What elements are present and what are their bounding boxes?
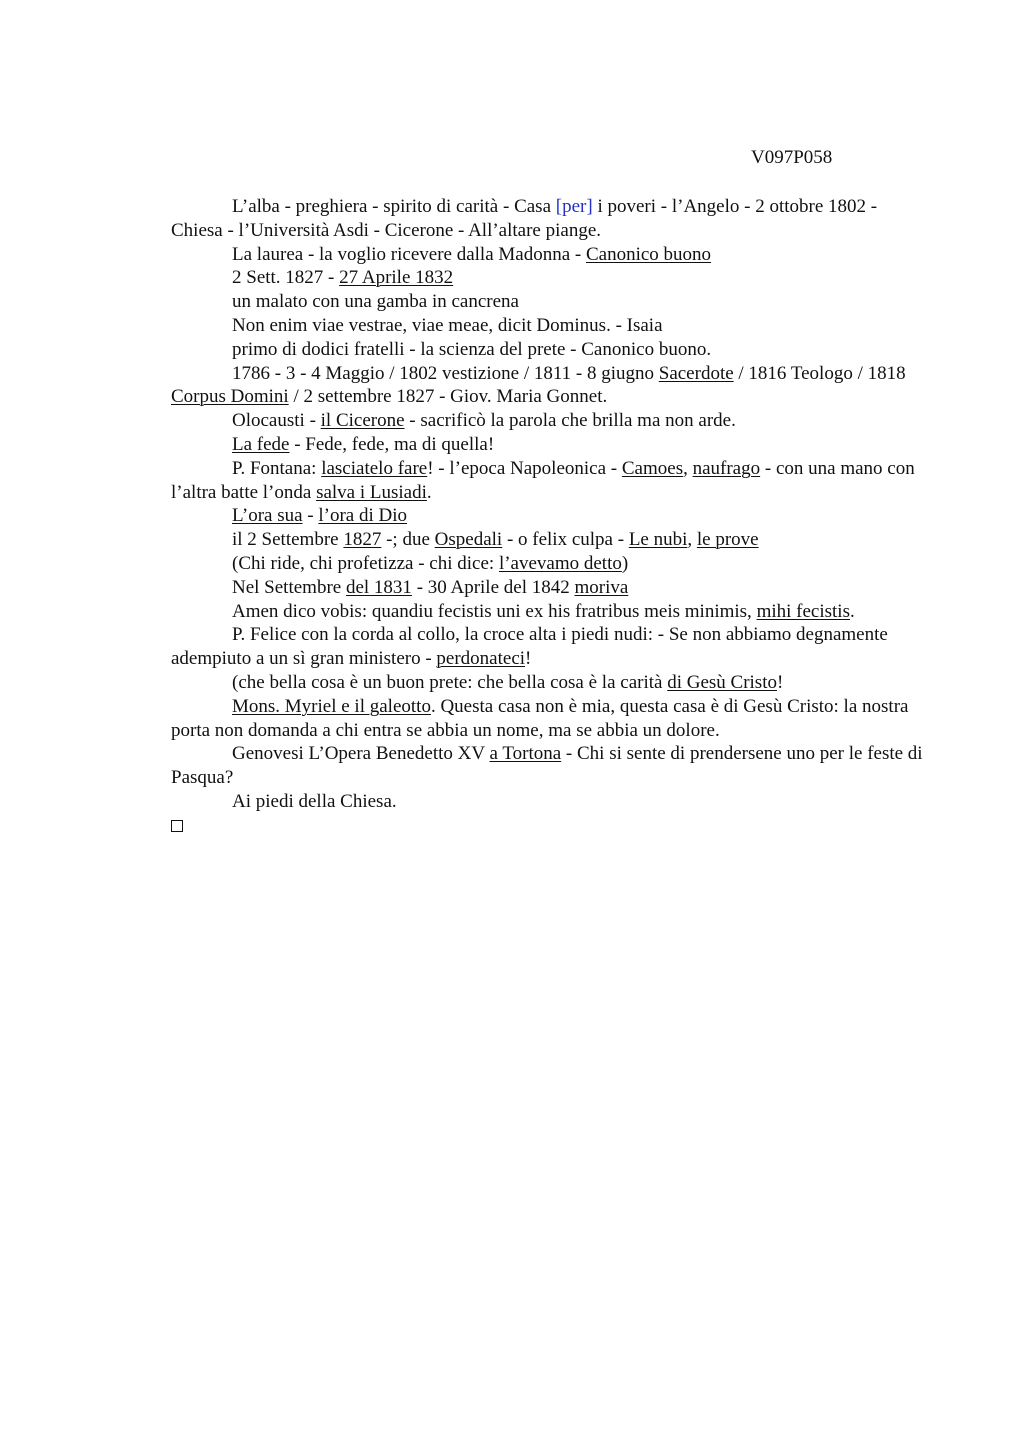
text-segment: il 2 Settembre <box>232 529 344 551</box>
text-segment: primo di dodici fratelli - la scienza del prete - Canonico buono. <box>232 338 712 360</box>
editorial-insertion: per <box>562 196 587 217</box>
text-line <box>171 362 926 410</box>
underlined-text: lasciatelo fare <box>321 457 428 479</box>
text-line <box>171 433 926 457</box>
editorial-insertion: ] <box>586 196 593 217</box>
text-segment: ! - l’epoca Napoleonica - <box>427 457 622 479</box>
text-segment: (che bella cosa è un buon prete: che bella cosa è la carità <box>232 671 668 693</box>
text-line <box>171 195 926 243</box>
text-segment: Nel Settembre <box>232 576 346 598</box>
text-segment: - 30 Aprile del 1842 <box>411 576 575 598</box>
underlined-text: moriva <box>574 576 629 598</box>
text-segment: . Questa casa non è mia, questa casa è di Gesù Cristo: la nostra porta non domanda a chi entra se abbia un nome, ma se abbia un dolore. <box>171 695 909 741</box>
text-segment: . <box>849 600 855 622</box>
text-line <box>171 528 926 552</box>
underlined-text: 1827 <box>343 529 382 551</box>
text-line <box>171 338 926 362</box>
text-segment: Ai piedi della Chiesa. <box>232 790 397 812</box>
text-segment: (Chi ride, chi profetizza - chi dice: <box>232 552 499 574</box>
underlined-text: l’ora di Dio <box>318 505 408 527</box>
checkbox-icon <box>171 820 183 832</box>
underlined-text: mihi fecistis <box>756 600 850 622</box>
underlined-text: Sacerdote <box>658 362 734 384</box>
underlined-text: salva i Lusiadi <box>316 481 427 503</box>
text-segment: P. Felice con la corda al collo, la croce alta i piedi nudi: - Se non abbiamo degnamente adempiuto a un sì gran ministero - <box>171 624 888 670</box>
text-segment: / 2 settembre 1827 - Giov. Maria Gonnet. <box>288 386 608 408</box>
text-segment: - con una mano con l’altra batte l’onda <box>171 457 915 503</box>
end-mark <box>171 814 926 839</box>
underlined-text: L’ora sua <box>232 505 303 527</box>
text-line <box>171 457 926 505</box>
text-line <box>171 671 926 695</box>
text-line <box>171 290 926 314</box>
text-line <box>171 576 926 600</box>
underlined-text: naufrago <box>692 457 761 479</box>
text-segment: i poveri - l’Angelo - 2 ottobre 1802 - Chiesa - l’Università Asdi - Cicerone - All’altare piange. <box>171 196 878 241</box>
text-line <box>171 695 926 743</box>
text-segment: ! <box>776 671 784 693</box>
text-segment: Non enim viae vestrae, viae meae, dicit Dominus. - Isaia <box>232 314 663 336</box>
text-segment: Genovesi L’Opera Benedetto XV <box>232 743 490 765</box>
text-segment: P. Fontana: <box>232 457 322 479</box>
page-id: V097P058 <box>751 147 833 168</box>
text-line <box>171 504 926 528</box>
text-segment: 1786 - 3 - 4 Maggio / 1802 vestizione / 1811 - 8 giugno <box>232 362 659 384</box>
text-segment: L’alba - preghiera - spirito di carità - Casa <box>232 196 556 217</box>
underlined-text: Ospedali <box>434 529 503 551</box>
text-line <box>171 243 926 267</box>
text-segment: 2 Sett. 1827 - <box>232 267 340 289</box>
text-line <box>171 790 926 814</box>
text-segment: -; due <box>381 529 435 551</box>
underlined-text: il Cicerone <box>320 410 405 432</box>
text-line <box>171 409 926 433</box>
underlined-text: 27 Aprile 1832 <box>339 267 454 289</box>
underlined-text: del 1831 <box>345 576 412 598</box>
text-line <box>171 623 926 671</box>
text-segment: / 1816 Teologo / 1818 <box>733 362 906 384</box>
underlined-text: le prove <box>696 529 759 551</box>
underlined-text: Le nubi <box>628 529 688 551</box>
text-segment: Amen dico vobis: quandiu fecistis uni ex his fratribus meis minimis, <box>232 600 757 622</box>
underlined-text: l’avevamo detto <box>498 552 622 574</box>
text-segment: - Chi si sente di prendersene uno per le feste di Pasqua? <box>171 743 923 789</box>
text-segment: Olocausti - <box>232 410 321 432</box>
editorial-insertion: [ <box>555 196 563 217</box>
text-segment: La laurea - la voglio ricevere dalla Madonna - <box>232 243 586 265</box>
underlined-text: di Gesù Cristo <box>667 671 777 693</box>
text-segment: un malato con una gamba in cancrena <box>232 291 519 313</box>
text-segment: . <box>426 481 432 503</box>
text-segment: , <box>687 529 697 551</box>
text-segment: - <box>302 505 319 527</box>
text-segment: ) <box>621 552 629 574</box>
underlined-text: Canonico buono <box>585 243 712 265</box>
text-line <box>171 266 926 290</box>
underlined-text: Camoes <box>621 457 684 479</box>
underlined-text: La fede <box>232 433 290 455</box>
text-line <box>171 600 926 624</box>
text-line <box>171 742 926 790</box>
text-segment: ! <box>525 648 532 670</box>
text-segment: - o felix culpa - <box>502 529 629 551</box>
underlined-text: perdonateci <box>436 648 526 670</box>
text-line <box>171 552 926 576</box>
text-line <box>171 314 926 338</box>
underlined-text: Mons. Myriel e il galeotto <box>232 695 431 717</box>
text-segment: , <box>683 457 693 479</box>
document-body <box>171 195 926 839</box>
underlined-text: a Tortona <box>489 743 562 765</box>
text-segment: - Fede, fede, ma di quella! <box>289 433 495 455</box>
text-segment: - sacrificò la parola che brilla ma non arde. <box>404 410 736 432</box>
underlined-text: Corpus Domini <box>171 386 289 408</box>
